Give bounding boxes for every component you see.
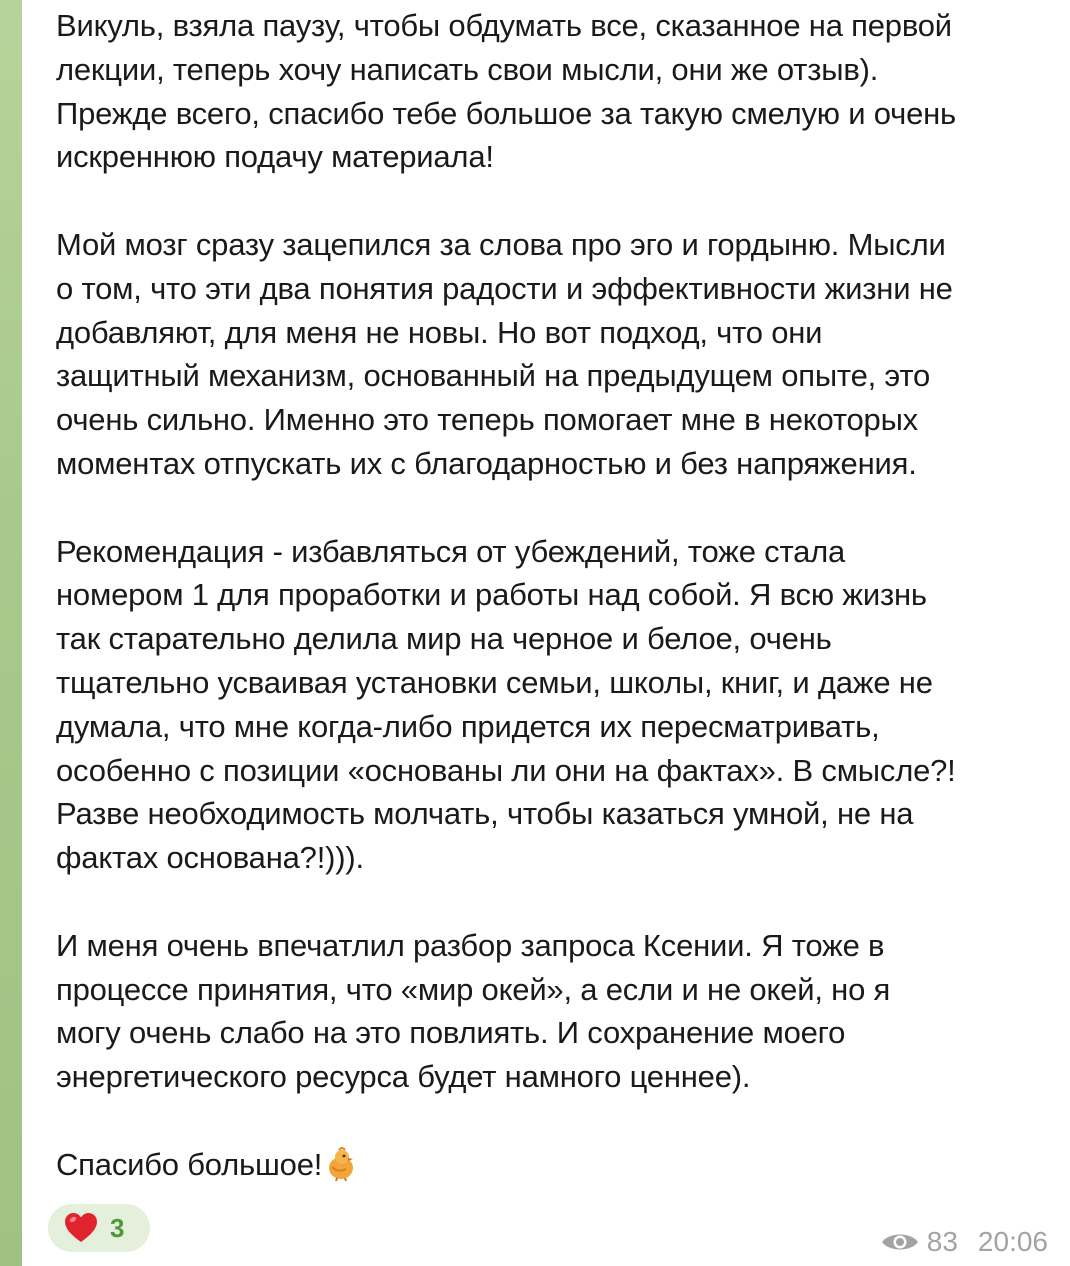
eye-icon xyxy=(881,1230,919,1254)
text-line: энергетического ресурса будет намного ценнее). xyxy=(56,1059,751,1095)
text-line: так старательно делила мир на черное и белое, очень xyxy=(56,621,832,657)
message-bubble xyxy=(22,0,1070,1266)
text-line: лекции, теперь хочу написать свои мысли, они же отзыв). xyxy=(56,51,879,87)
text-line: процессе принятия, что «мир окей», а если и не окей, но я xyxy=(56,971,891,1007)
text-line: Разве необходимость молчать, чтобы казаться умной, не на xyxy=(56,796,914,832)
text-line: моментах отпускать их с благодарностью и без напряжения. xyxy=(56,445,917,481)
closing-text: Спасибо большое! xyxy=(56,1146,323,1182)
heart-reaction-button[interactable] xyxy=(48,1204,150,1252)
text-line: о том, что эти два понятия радости и эффективности жизни не xyxy=(56,270,953,306)
message-paragraph xyxy=(56,924,1056,1099)
text-line: могу очень слабо на это повлиять. И сохранение моего xyxy=(56,1015,846,1051)
text-line: Прежде всего, спасибо тебе большое за такую смелую и очень xyxy=(56,95,956,131)
message-paragraph xyxy=(56,530,1056,880)
paragraph-gap xyxy=(56,1099,1056,1143)
duck-icon xyxy=(326,1147,356,1181)
paragraph-gap xyxy=(56,880,1056,924)
reaction-count: 3 xyxy=(110,1212,125,1243)
text-line: тщательно усваивая установки семьи, школы, книг, и даже не xyxy=(56,664,933,700)
text-line: защитный механизм, основанный на предыдущем опыте, это xyxy=(56,358,931,394)
chat-background-strip xyxy=(0,0,22,1266)
text-line: номером 1 для проработки и работы над собой. Я всю жизнь xyxy=(56,577,927,613)
message-paragraph xyxy=(56,223,1056,486)
text-line: И меня очень впечатлил разбор запроса Ксении. Я тоже в xyxy=(56,927,885,963)
text-line: особенно с позиции «основаны ли они на фактах». В смысле?! xyxy=(56,752,956,788)
message-paragraph xyxy=(56,4,1056,179)
text-line: Викуль, взяла паузу, чтобы обдумать все, сказанное на первой xyxy=(56,8,952,43)
closing-line xyxy=(56,1143,1056,1187)
views-count: 83 xyxy=(926,1226,958,1257)
text-line: думала, что мне когда-либо придется их пересматривать, xyxy=(56,708,880,744)
message-meta xyxy=(881,1226,1048,1258)
text-line: искреннюю подачу материала! xyxy=(56,139,494,175)
text-line: очень сильно. Именно это теперь помогает мне в некоторых xyxy=(56,402,918,438)
text-line: Рекомендация - избавляться от убеждений, тоже стала xyxy=(56,533,846,569)
heart-icon xyxy=(64,1212,98,1244)
message-closing xyxy=(56,1143,1056,1187)
paragraph-gap xyxy=(56,486,1056,530)
paragraph-gap xyxy=(56,179,1056,223)
text-line: добавляют, для меня не новы. Но вот подход, что они xyxy=(56,314,823,350)
message-text xyxy=(56,4,1056,1187)
message-time: 20:06 xyxy=(977,1226,1048,1257)
text-line: Мой мозг сразу зацепился за слова про эго и гордыню. Мысли xyxy=(56,226,946,262)
text-line: фактах основана?!))). xyxy=(56,840,364,876)
